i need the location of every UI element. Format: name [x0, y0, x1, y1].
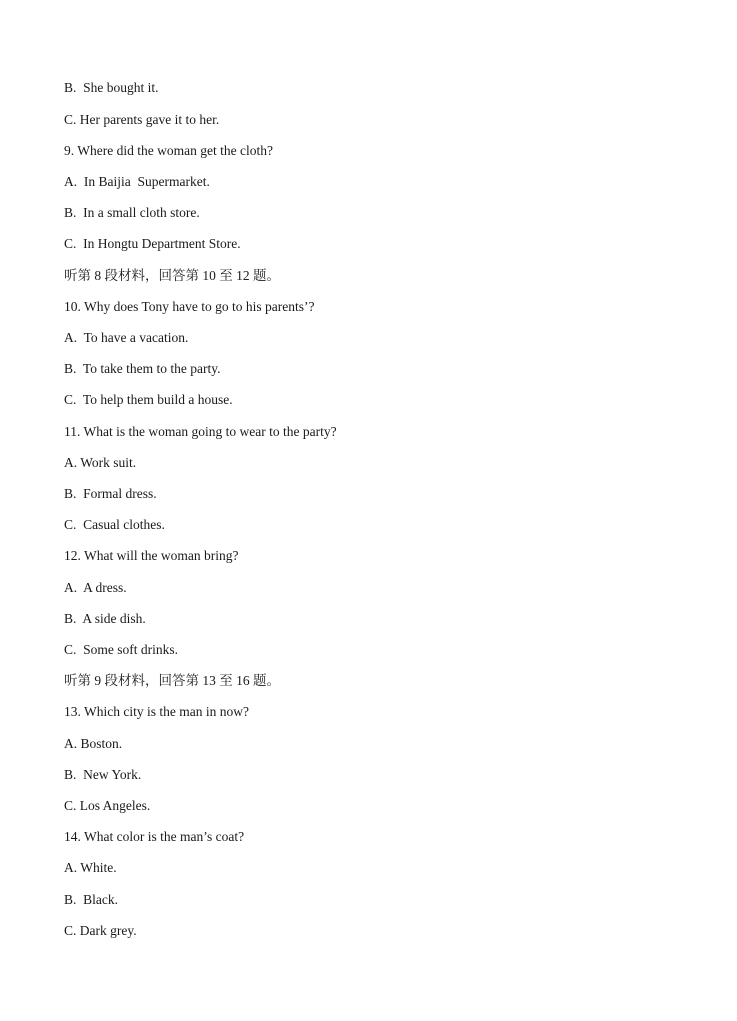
option-line: C. To help them build a house.: [64, 392, 233, 407]
question-line: 12. What will the woman bring?: [64, 548, 239, 563]
option-line: B. She bought it.: [64, 80, 159, 95]
question-line: 10. Why does Tony have to go to his parents’?: [64, 299, 315, 314]
option-line: C. In Hongtu Department Store.: [64, 236, 241, 251]
section-heading: 听第 9 段材料，回答第 13 至 16 题。: [64, 673, 280, 688]
question-line: 14. What color is the man’s coat?: [64, 829, 245, 844]
option-line: B. Black.: [64, 892, 118, 907]
option-line: A. In Baijia Supermarket.: [64, 174, 210, 189]
option-line: C. Casual clothes.: [64, 517, 165, 532]
question-line: 9. Where did the woman get the cloth?: [64, 143, 273, 158]
question-line: 13. Which city is the man in now?: [64, 704, 249, 719]
option-line: C. Some soft drinks.: [64, 642, 179, 657]
option-line: C. Los Angeles.: [64, 798, 151, 813]
option-line: B. A side dish.: [64, 611, 146, 626]
option-line: B. New York.: [64, 767, 142, 782]
section-heading: 听第 8 段材料，回答第 10 至 12 题。: [64, 268, 280, 283]
option-line: C. Dark grey.: [64, 923, 137, 938]
option-line: C. Her parents gave it to her.: [64, 112, 220, 127]
option-line: B. In a small cloth store.: [64, 205, 200, 220]
option-line: A. To have a vacation.: [64, 330, 189, 345]
option-line: B. To take them to the party.: [64, 361, 221, 376]
option-line: A. Boston.: [64, 736, 123, 751]
option-line: A. Work suit.: [64, 455, 137, 470]
option-line: A. A dress.: [64, 580, 127, 595]
question-line: 11. What is the woman going to wear to the party?: [64, 424, 337, 439]
option-line: B. Formal dress.: [64, 486, 157, 501]
option-line: A. White.: [64, 860, 117, 875]
